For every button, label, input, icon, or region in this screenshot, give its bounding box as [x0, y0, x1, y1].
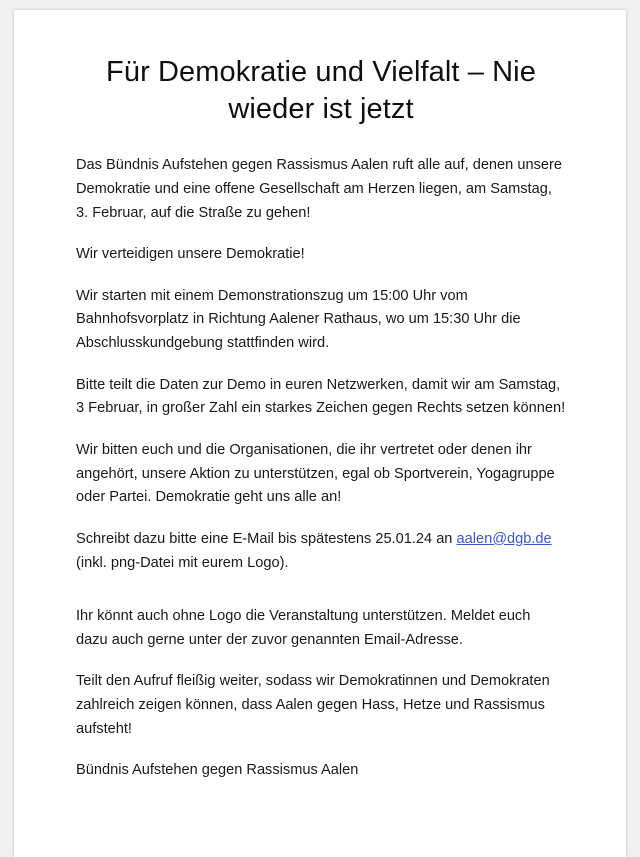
paragraph-email-instructions [76, 528, 566, 575]
document-content [14, 10, 626, 783]
email-text-before: Schreibt dazu bitte eine E-Mail bis spätestens 25.01.24 an [76, 530, 457, 547]
email-link[interactable]: aalen@dgb.de [456, 530, 552, 547]
paragraph-spread-call: Teilt den Aufruf fleißig weiter, sodass wir Demokratinnen und Demokraten zahlreich zeigen können, dass Aalen gegen Hass, Hetze und Rassismus aufsteht! [76, 673, 550, 737]
paragraph-share-request: Bitte teilt die Daten zur Demo in euren Netzwerken, damit wir am Samstag, 3 Februar, in großer Zahl ein starkes Zeichen gegen Rechts setzen können! [76, 376, 566, 417]
document-page [14, 10, 626, 857]
email-text-after: (inkl. png-Datei mit eurem Logo). [76, 554, 289, 571]
paragraph-march-details: Wir starten mit einem Demonstrationszug um 15:00 Uhr vom Bahnhofsvorplatz in Richtung Aalener Rathaus, wo um 15:30 Uhr die Abschlusskundgebung stattfinden wird. [76, 287, 521, 352]
paragraph-signature: Bündnis Aufstehen gegen Rassismus Aalen [76, 762, 359, 779]
page-title: Für Demokratie und Vielfalt – Nie wieder ist jetzt [106, 56, 536, 126]
paragraph-support-request: Wir bitten euch und die Organisationen, die ihr vertretet oder denen ihr angehört, unsere Aktion zu unterstützen, egal ob Sportverein, Yogagruppe oder Partei. Demokratie geht uns alle an! [76, 441, 555, 506]
paragraph-slogan: Wir verteidigen unsere Demokratie! [76, 246, 305, 263]
paragraph-intro: Das Bündnis Aufstehen gegen Rassismus Aalen ruft alle auf, denen unsere Demokratie und eine offene Gesellschaft am Herzen liegen, am Samstag, 3. Februar, auf die Straße zu gehen! [76, 157, 562, 221]
paragraph-no-logo-support: Ihr könnt auch ohne Logo die Veranstaltung unterstützen. Meldet euch dazu auch gerne unter der zuvor genannten Email-Adresse. [76, 608, 531, 648]
